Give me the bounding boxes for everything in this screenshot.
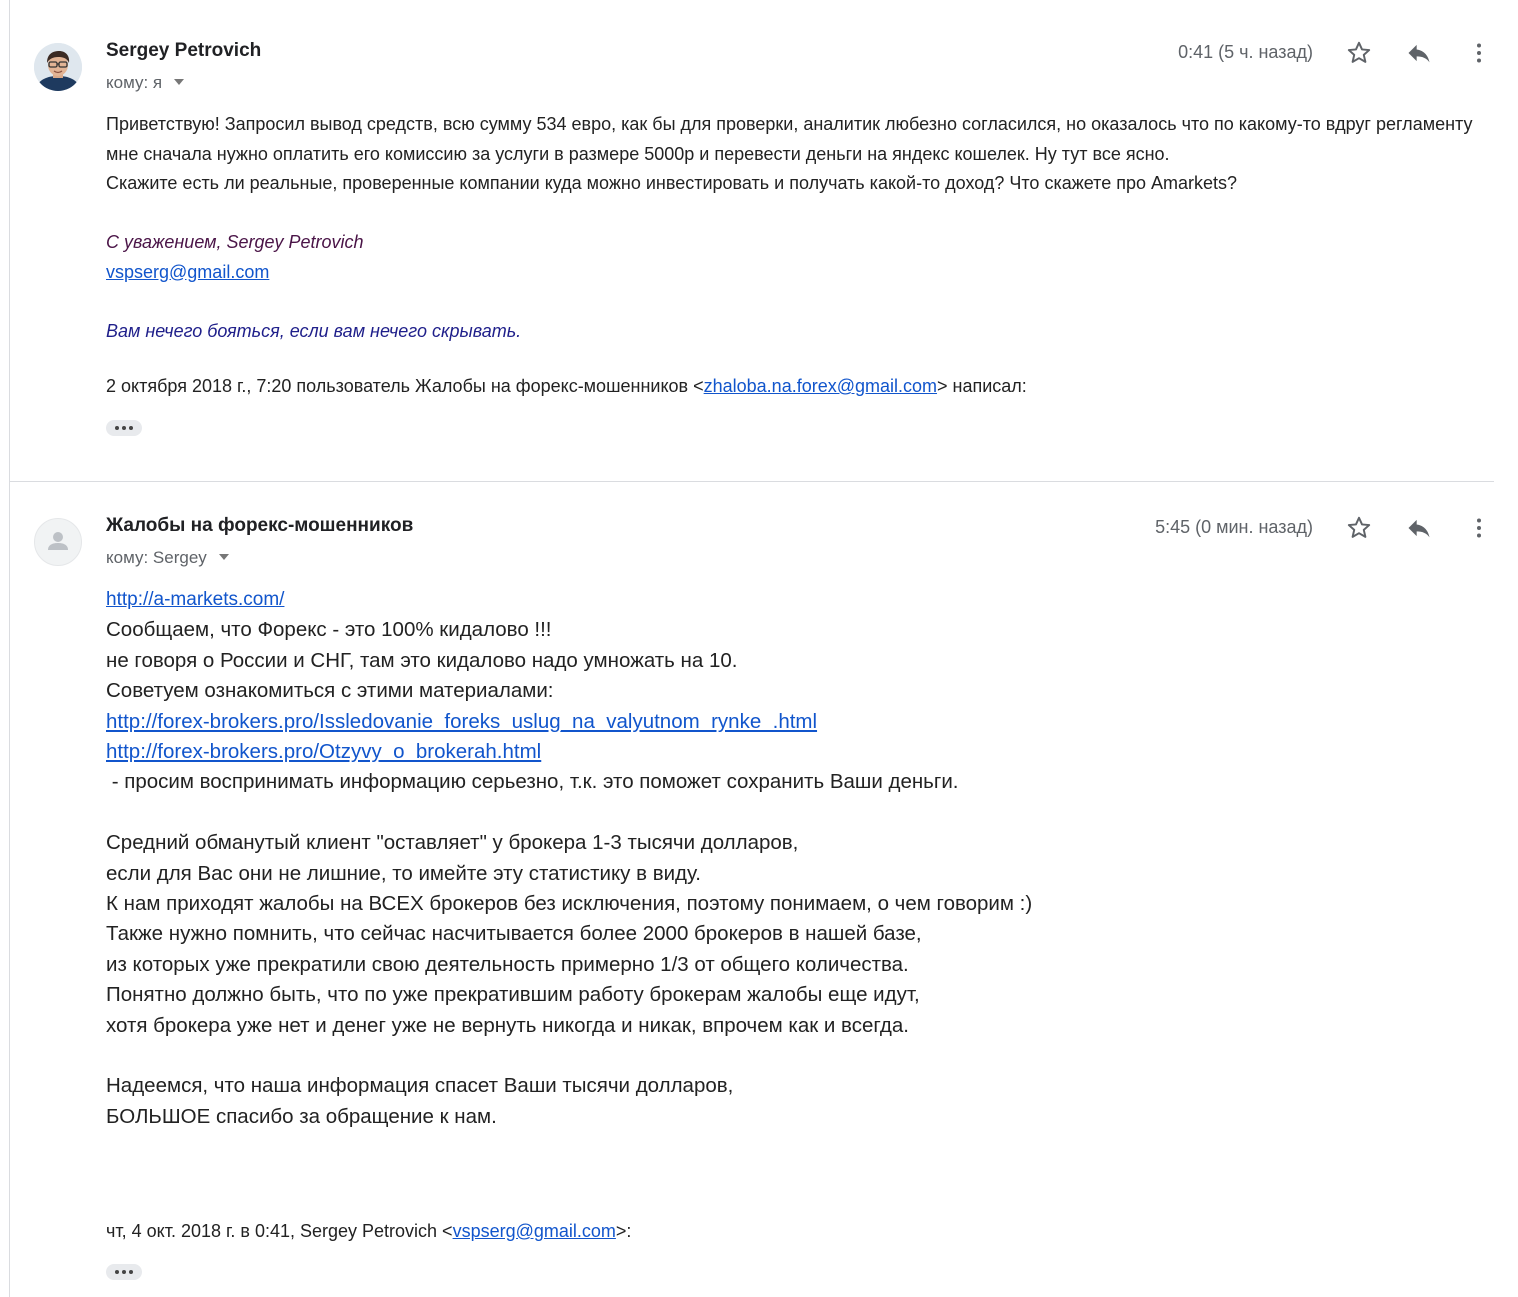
message-divider [10, 481, 1494, 482]
body-line: Понятно должно быть, что по уже прекратившим работу брокерам жалобы еще идут, [106, 983, 920, 1007]
ellipsis-dot [129, 426, 133, 430]
quote-header-prefix: чт, 4 окт. 2018 г. в 0:41, Sergey Petrovich < [106, 1221, 453, 1241]
quote-header-suffix: >: [615, 1221, 632, 1241]
body-paragraph: Скажите есть ли реальные, проверенные компании куда можно инвестировать и получать какой-то доход? Что скажете про Amarkets? [106, 173, 1238, 193]
body-line: БОЛЬШОЕ спасибо за обращение к нам. [106, 1104, 497, 1128]
quote-header [106, 1217, 631, 1245]
quote-email-link[interactable]: zhaloba.na.forex@gmail.com [703, 376, 938, 396]
body-line: хотя брокера уже нет и денег уже не вернуть никогда и никак, впрочем как и всегда. [106, 1013, 909, 1037]
more-options-button[interactable] [1463, 512, 1495, 544]
ellipsis-dot [122, 426, 126, 430]
show-trimmed-content-button[interactable] [106, 1264, 142, 1280]
body-line: если для Вас они не лишние, то имейте эту статистику в виду. [106, 861, 701, 885]
quote-header-prefix: 2 октября 2018 г., 7:20 пользователь Жалобы на форекс-мошенников < [106, 376, 704, 396]
body-line: - просим воспринимать информацию серьезно, т.к. это поможет сохранить Ваши деньги. [106, 770, 959, 794]
body-paragraph: Приветствую! Запросил вывод средств, всю сумму 534 евро, как бы для проверки, аналитик любезно согласился, но оказалось что по какому-то вдруг регламенту мне сначала нужно оплатить его комиссию за услуги в размере 5000р и перевести деньги на яндекс кошелек. Ну тут все ясно. [106, 114, 1473, 164]
signature-motto: Вам нечего бояться, если вам нечего скрывать. [106, 320, 522, 341]
body-line: Сообщаем, что Форекс - это 100% кидалово !!! [106, 618, 552, 642]
chevron-down-icon [219, 554, 229, 560]
more-vert-icon [1467, 41, 1491, 65]
recipient-details-toggle[interactable] [106, 547, 229, 569]
chevron-down-icon [174, 79, 184, 85]
show-trimmed-content-button[interactable] [106, 420, 142, 436]
body-line: не говоря о России и СНГ, там это кидалово надо умножать на 10. [106, 648, 738, 672]
quote-header-suffix: > написал: [937, 376, 1027, 396]
sender-avatar[interactable] [34, 43, 82, 91]
reply-icon [1405, 514, 1433, 542]
broker-reviews-link[interactable]: http://forex-brokers.pro/Otzyvy_o_brokerah.html [106, 740, 542, 764]
more-options-button[interactable] [1463, 37, 1495, 69]
quote-header [106, 372, 1027, 400]
reply-icon [1405, 39, 1433, 67]
avatar-photo-icon [34, 43, 82, 91]
signature-email-link[interactable]: vspserg@gmail.com [106, 261, 270, 282]
recipient-details-toggle[interactable] [106, 72, 184, 94]
signature-line: С уважением, Sergey Petrovich [106, 232, 364, 252]
body-line: из которых уже прекратили свою деятельность примерно 1/3 от общего количества. [106, 952, 909, 976]
message-body [106, 110, 1491, 346]
sender-name[interactable]: Sergey Petrovich [106, 40, 262, 61]
sender-avatar[interactable] [34, 518, 82, 566]
reply-button[interactable] [1403, 512, 1435, 544]
message-time[interactable]: 0:41 (5 ч. назад) [1178, 42, 1313, 62]
body-line: Надеемся, что наша информация спасет Ваши тысячи долларов, [106, 1074, 734, 1098]
ellipsis-icon [115, 426, 119, 430]
star-button[interactable] [1343, 512, 1375, 544]
recipient-label: кому: Sergey [106, 548, 207, 567]
sender-name[interactable]: Жалобы на форекс-мошенников [106, 515, 414, 536]
star-icon [1346, 40, 1372, 66]
amarkets-link[interactable]: http://a-markets.com/ [106, 589, 285, 610]
avatar-person-icon [35, 519, 81, 565]
frame-left-border [9, 0, 10, 1297]
ellipsis-icon [115, 1270, 119, 1274]
message-time[interactable]: 5:45 (0 мин. назад) [1155, 517, 1313, 537]
quote-email-link[interactable]: vspserg@gmail.com [452, 1221, 616, 1241]
more-vert-icon [1467, 516, 1491, 540]
star-icon [1346, 515, 1372, 541]
message-body [106, 584, 1486, 1132]
recipient-label: кому: я [106, 73, 163, 92]
star-button[interactable] [1343, 37, 1375, 69]
research-article-link[interactable]: http://forex-brokers.pro/Issledovanie_foreks_uslug_na_valyutnom_rynke_.html [106, 709, 818, 733]
ellipsis-dot [122, 1270, 126, 1274]
body-line: Советуем ознакомиться с этими материалами: [106, 679, 554, 703]
reply-button[interactable] [1403, 37, 1435, 69]
ellipsis-dot [129, 1270, 133, 1274]
body-line: К нам приходят жалобы на ВСЕХ брокеров без исключения, поэтому понимаем, о чем говорим :) [106, 892, 1033, 916]
body-line: Средний обманутый клиент "оставляет" у брокера 1-3 тысячи долларов, [106, 831, 799, 855]
body-line: Также нужно помнить, что сейчас насчитывается более 2000 брокеров в нашей базе, [106, 922, 922, 946]
